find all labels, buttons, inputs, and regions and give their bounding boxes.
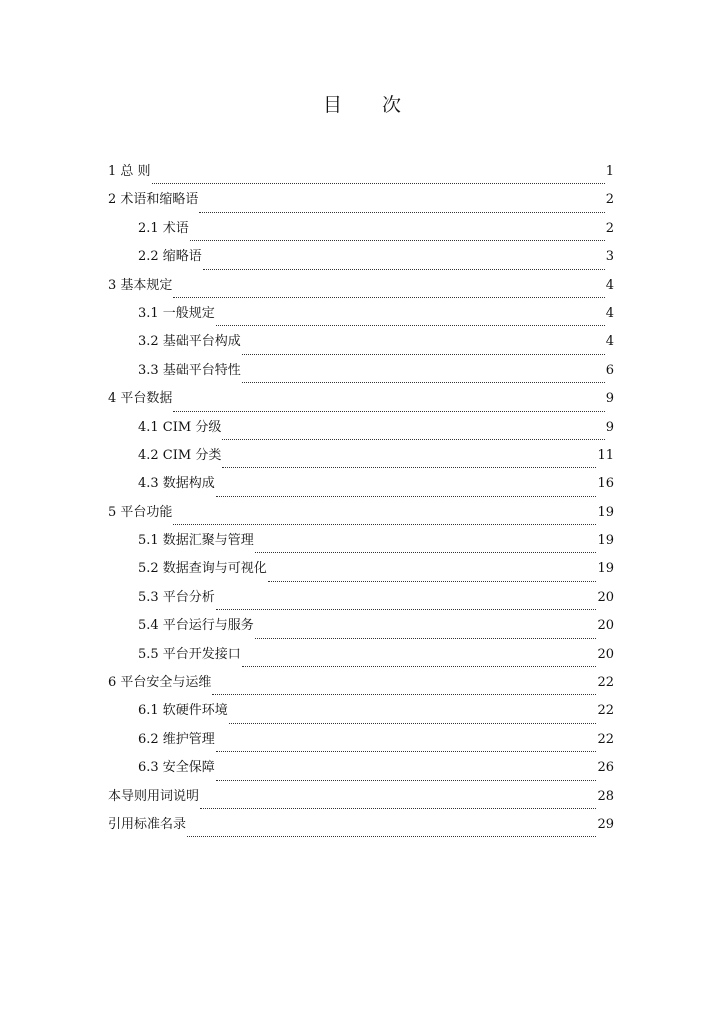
toc-entry-label: 4.2 CIM 分类 <box>138 447 222 463</box>
toc-dot-leader <box>242 344 605 355</box>
toc-page-number: 22 <box>597 703 614 719</box>
toc-page-number: 9 <box>605 419 614 435</box>
toc-subentry[interactable] <box>108 446 614 474</box>
toc-subentry[interactable] <box>108 247 614 275</box>
toc-dot-leader <box>173 514 596 525</box>
toc-entry-label: 5.3 平台分析 <box>138 589 215 605</box>
toc-page-number: 4 <box>605 305 614 321</box>
toc-page-number: 6 <box>605 362 614 378</box>
table-of-contents <box>108 162 614 843</box>
toc-dot-leader <box>255 628 597 639</box>
toc-page-number: 16 <box>597 476 614 492</box>
toc-dot-leader <box>216 315 605 326</box>
toc-dot-leader <box>216 770 597 781</box>
toc-page-number: 20 <box>597 618 614 634</box>
toc-subentry[interactable] <box>108 730 614 758</box>
toc-page-number: 29 <box>597 816 614 832</box>
toc-entry-label: 5.1 数据汇聚与管理 <box>138 533 254 549</box>
toc-dot-leader <box>187 826 596 837</box>
toc-entry-label: 3.3 基础平台特性 <box>138 362 241 378</box>
toc-page-number: 4 <box>605 334 614 350</box>
toc-entry-label: 4 平台数据 <box>108 391 173 407</box>
toc-subentry[interactable] <box>108 701 614 729</box>
toc-entry-label: 引用标准名录 <box>108 816 187 832</box>
toc-dot-leader <box>203 259 605 270</box>
title-char-2: 次 <box>382 94 402 116</box>
toc-subentry[interactable] <box>108 531 614 559</box>
page-title <box>0 90 724 117</box>
toc-dot-leader <box>200 798 596 809</box>
toc-entry-label: 3.2 基础平台构成 <box>138 334 241 350</box>
toc-dot-leader <box>222 457 596 468</box>
toc-entry-label: 4.3 数据构成 <box>138 476 215 492</box>
toc-subentry[interactable] <box>108 304 614 332</box>
toc-entry-label: 5.2 数据查询与可视化 <box>138 561 267 577</box>
toc-entry-label: 1 总 则 <box>108 164 151 179</box>
toc-entry[interactable] <box>108 162 614 190</box>
toc-page-number: 19 <box>597 561 614 577</box>
toc-entry-label: 6.3 安全保障 <box>138 760 215 776</box>
toc-subentry[interactable] <box>108 219 614 247</box>
toc-page-number: 19 <box>597 504 614 520</box>
toc-dot-leader <box>255 542 597 553</box>
toc-entry-label: 2 术语和缩略语 <box>108 192 199 208</box>
toc-subentry[interactable] <box>108 332 614 360</box>
toc-dot-leader <box>212 684 596 695</box>
toc-page-number: 2 <box>605 220 614 236</box>
toc-entry-label: 6.2 维护管理 <box>138 731 215 747</box>
toc-page-number: 20 <box>597 646 614 662</box>
toc-page-number: 11 <box>597 447 614 463</box>
toc-page-number: 4 <box>605 277 614 293</box>
toc-dot-leader <box>173 401 604 412</box>
toc-page-number: 1 <box>605 164 614 179</box>
toc-subentry[interactable] <box>108 559 614 587</box>
toc-entry[interactable] <box>108 276 614 304</box>
toc-subentry[interactable] <box>108 361 614 389</box>
toc-entry-label: 3 基本规定 <box>108 277 173 293</box>
toc-entry[interactable] <box>108 389 614 417</box>
toc-dot-leader <box>242 372 605 383</box>
toc-page-number: 19 <box>597 533 614 549</box>
toc-entry-label: 6 平台安全与运维 <box>108 675 212 691</box>
toc-subentry[interactable] <box>108 418 614 446</box>
toc-dot-leader <box>268 571 597 582</box>
toc-entry[interactable] <box>108 673 614 701</box>
toc-entry-label: 2.2 缩略语 <box>138 249 202 265</box>
toc-dot-leader <box>199 202 604 213</box>
toc-entry-label: 5.4 平台运行与服务 <box>138 618 254 634</box>
toc-subentry[interactable] <box>108 645 614 673</box>
toc-entry-label: 本导则用词说明 <box>108 788 200 804</box>
toc-page-number: 9 <box>605 391 614 407</box>
toc-page-number: 22 <box>597 731 614 747</box>
toc-dot-leader <box>216 741 597 752</box>
toc-subentry[interactable] <box>108 588 614 616</box>
toc-subentry[interactable] <box>108 616 614 644</box>
toc-entry-label: 3.1 一般规定 <box>138 305 215 321</box>
toc-dot-leader <box>216 486 597 497</box>
toc-subentry[interactable] <box>108 758 614 786</box>
toc-entry-label: 5.5 平台开发接口 <box>138 646 241 662</box>
toc-page-number: 20 <box>597 589 614 605</box>
title-char-1: 目 <box>322 94 342 116</box>
toc-entry-label: 4.1 CIM 分级 <box>138 419 222 435</box>
toc-entry-label: 5 平台功能 <box>108 504 173 520</box>
toc-page-number: 26 <box>597 760 614 776</box>
toc-dot-leader <box>173 287 604 298</box>
toc-dot-leader <box>216 599 597 610</box>
toc-page-number: 22 <box>597 675 614 691</box>
toc-page-number: 3 <box>605 249 614 265</box>
toc-subentry[interactable] <box>108 474 614 502</box>
toc-dot-leader <box>152 173 605 184</box>
toc-dot-leader <box>229 713 597 724</box>
toc-page-number: 28 <box>597 788 614 804</box>
toc-entry[interactable] <box>108 787 614 815</box>
toc-dot-leader <box>222 429 604 440</box>
toc-page-number: 2 <box>605 192 614 208</box>
toc-dot-leader <box>242 656 597 667</box>
toc-entry-label: 2.1 术语 <box>138 220 189 236</box>
toc-entry-label: 6.1 软硬件环境 <box>138 703 228 719</box>
toc-entry[interactable] <box>108 815 614 843</box>
toc-entry[interactable] <box>108 190 614 218</box>
toc-dot-leader <box>190 230 605 241</box>
toc-entry[interactable] <box>108 503 614 531</box>
